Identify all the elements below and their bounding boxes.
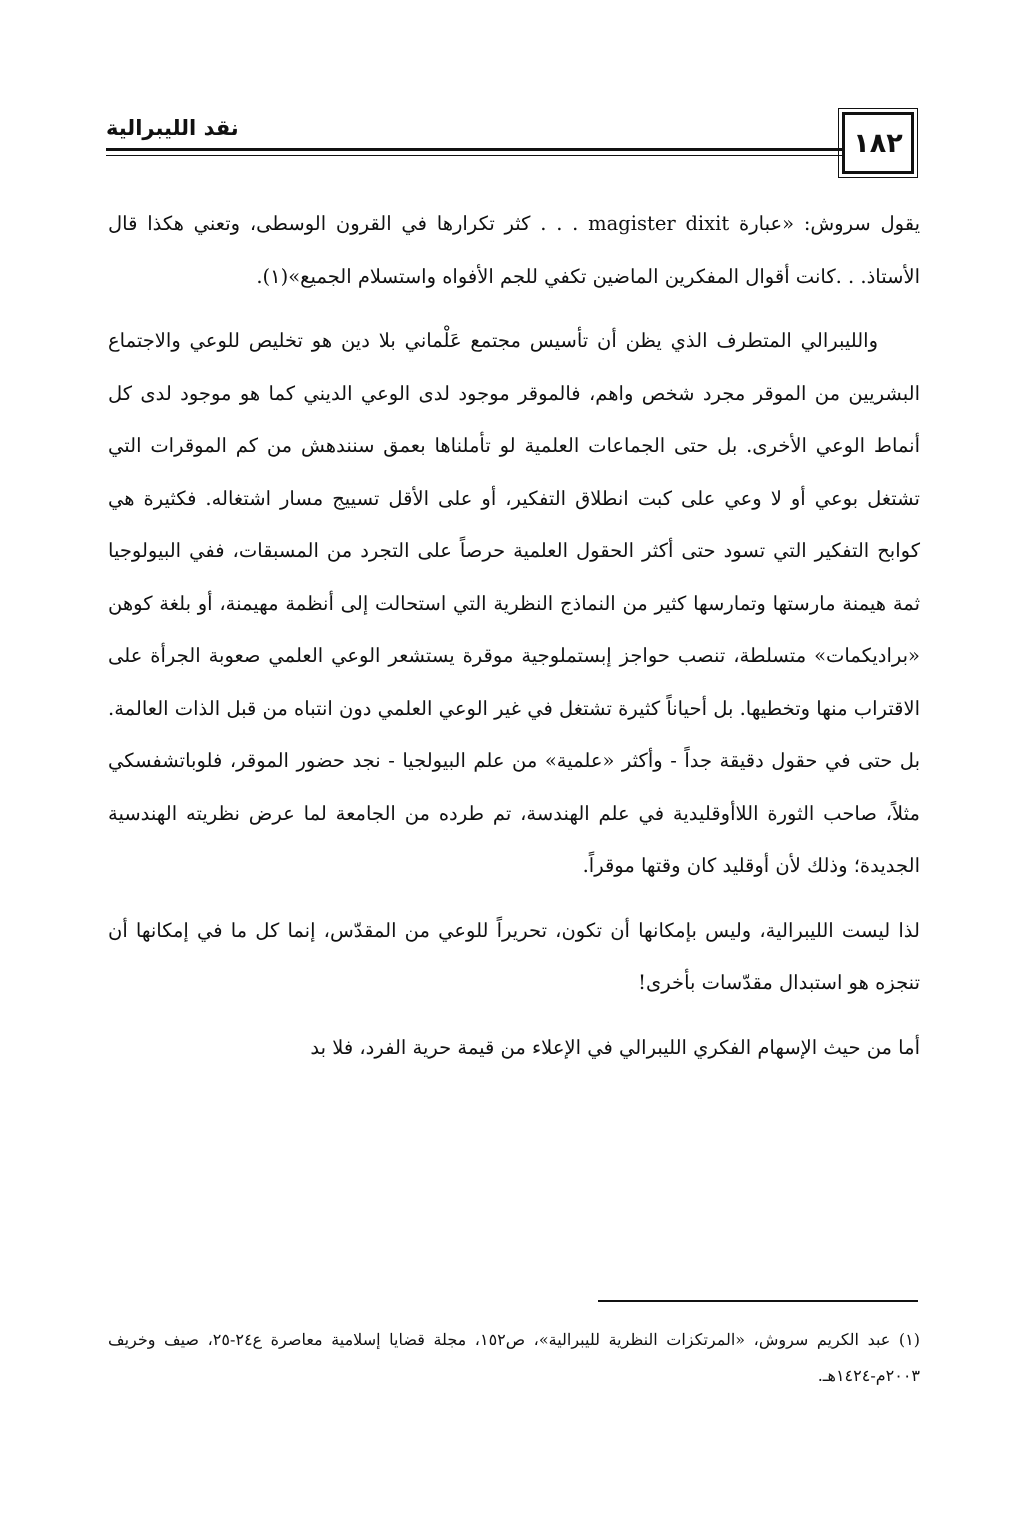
paragraph-continuation: أما من حيث الإسهام الفكري الليبرالي في الإعلاء من قيمة حرية الفرد، فلا بد <box>310 1035 920 1059</box>
page-number: ١٨٢ <box>842 112 914 174</box>
header-rule <box>106 148 846 151</box>
paragraph-conclusion: لذا ليست الليبرالية، وليس بإمكانها أن تكون، تحريراً للوعي من المقدّس، إنما كل ما في إمكانها أن تنجزه هو استبدال مقدّسات بأخرى! <box>108 918 920 994</box>
main-text <box>108 198 920 1086</box>
paragraph-main: والليبرالي المتطرف الذي يظن أن تأسيس مجتمع عَلْماني بلا دين هو تخليص للوعي والاجتماع البشريين من الموقر مجرد شخص واهم، فالموقر موجود لدى الوعي الديني كما هو موجود لدى كل أنماط الوعي الأخرى. بل حتى الجماعات العلمية لو تأملناها بعمق سنندهش من كم الموقرات التي تشتغل بوعي أو لا وعي على كبت انطلاق التفكير، أو على الأقل تسييج مسار اشتغاله. فكثيرة هي كوابح التفكير التي تسود حتى أكثر الحقول العلمية حرصاً على التجرد من المسبقات، ففي البيولوجيا ثمة هيمنة مارستها وتمارسها كثير من النماذج النظرية التي استحالت إلى أنظمة مهيمنة، أو بلغة كوهن «براديكمات» متسلطة، تنصب حواجز إبستملوجية موقرة يستشعر الوعي العلمي صعوبة الجرأة على الاقتراب منها وتخطيها. بل أحياناً كثيرة تشتغل في غير الوعي العلمي دون انتباه من قبل الذات العالمة. بل حتى في حقول دقيقة جداً - وأكثر «علمية» من علم البيولجيا - نجد حضور الموقر، فلوباتشفسكي مثلاً، صاحب الثورة اللاأوقليدية في علم الهندسة، تم طرده من الجامعة لما عرض نظريته الهندسية الجديدة؛ وذلك لأن أوقليد كان وقتها موقراً. <box>108 329 920 877</box>
footnotes <box>108 1322 920 1394</box>
page-header <box>106 112 918 184</box>
footnote: (١) عبد الكريم سروش، «المرتكزات النظرية لليبرالية»، ص١٥٢، مجلة قضايا إسلامية معاصرة ع٢٤-٢٥، صيف وخريف ٢٠٠٣م-١٤٢٤هـ. <box>108 1330 920 1385</box>
footnote-separator <box>598 1300 918 1302</box>
header-rule-thin <box>106 155 846 156</box>
paragraph-quote: يقول سروش: «عبارة magister dixit . . . كثر تكرارها في القرون الوسطى، وتعني هكذا قال الأستاذ. . .كانت أقوال المفكرين الماضين تكفي للجم الأفواه واستسلام الجميع»(١). <box>108 212 921 288</box>
running-title: نقد الليبرالية <box>106 116 239 140</box>
